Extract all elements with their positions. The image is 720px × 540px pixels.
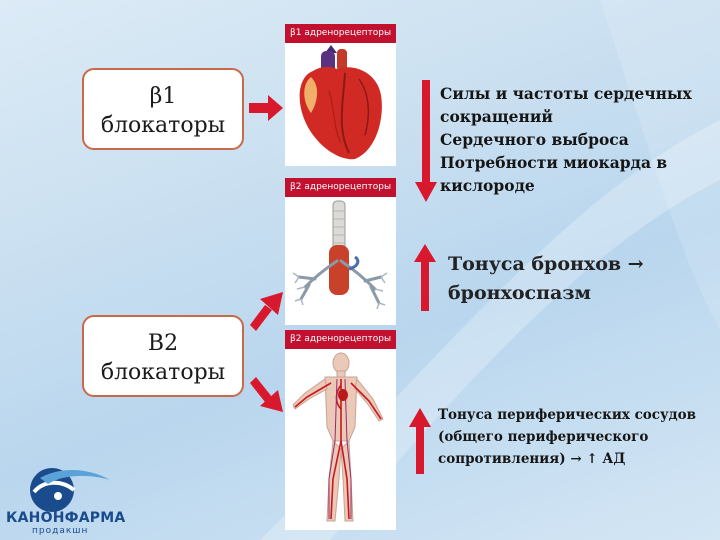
effect-line: кислороде	[440, 176, 535, 195]
vascular-illustration	[285, 349, 396, 530]
bronchi-panel	[285, 178, 396, 325]
panel-header: β2 адренорецепторы	[285, 330, 396, 349]
logo-subtitle: продакшн	[32, 526, 89, 536]
beta1-blockers-label: блокаторы	[100, 113, 226, 138]
heart-panel	[285, 24, 396, 166]
heart-effects-text	[440, 82, 692, 197]
effect-line: (общего периферического	[438, 429, 649, 445]
effect-line: сокращений	[440, 107, 553, 126]
effect-line: Тонуса бронхов →	[448, 253, 644, 275]
beta2-blockers-box	[82, 315, 244, 397]
beta2-label: В2	[147, 331, 179, 356]
beta2-blockers-label: блокаторы	[100, 360, 226, 385]
panel-header: β2 адренорецепторы	[285, 178, 396, 197]
bronchi-effect-up-arrow-icon	[414, 244, 436, 311]
effect-line: Тонуса периферических сосудов	[438, 407, 697, 423]
beta1-blockers-box	[82, 68, 244, 150]
right-arrow-icon	[249, 95, 283, 121]
effect-line: сопротивления) → ↑ АД	[438, 451, 626, 467]
vascular-panel	[285, 330, 396, 530]
bronchi-effects-text	[448, 250, 644, 308]
vessels-effect-up-arrow-icon	[409, 408, 431, 474]
beta1-label: β1	[149, 84, 177, 109]
vessels-effects-text	[438, 404, 696, 470]
effect-line: бронхоспазм	[448, 282, 591, 304]
down-right-arrow-icon	[250, 377, 283, 412]
up-right-arrow-icon	[250, 292, 283, 331]
effect-line: Потребности миокарда в	[440, 153, 668, 172]
effect-line: Сердечного выброса	[440, 130, 629, 149]
panel-header: β1 адренорецепторы	[285, 24, 396, 43]
effect-line: Силы и частоты сердечных	[440, 84, 692, 103]
bronchi-illustration	[285, 197, 396, 325]
heart-illustration	[285, 43, 396, 166]
heart-effect-down-arrow-icon	[415, 80, 437, 202]
logo-name: КАНОНФАРМА	[6, 510, 126, 526]
